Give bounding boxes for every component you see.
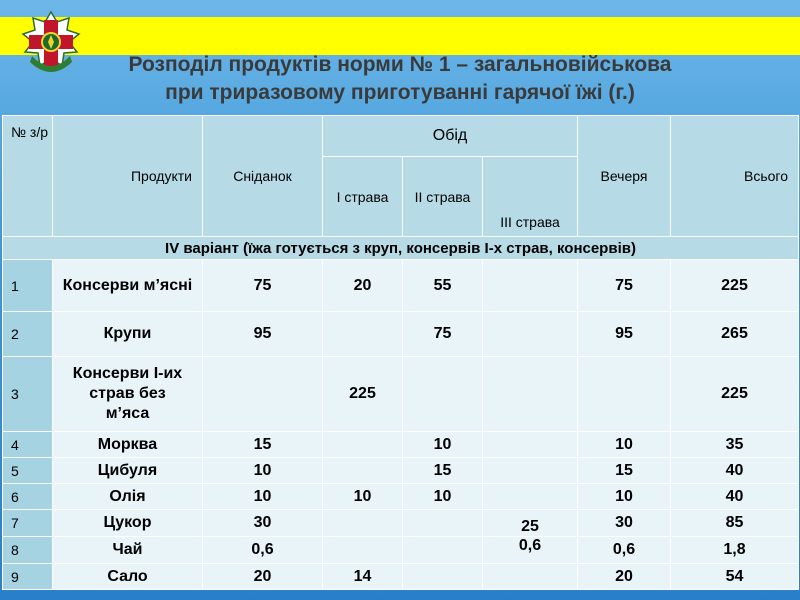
row-7-total: 85 — [671, 510, 799, 537]
row-6-lunch-3 — [483, 484, 578, 510]
row-7-lunch-1 — [323, 510, 403, 537]
row-4-dinner: 10 — [578, 432, 671, 458]
row-3-number: 3 — [3, 357, 53, 432]
row-1-lunch-2: 55 — [403, 260, 483, 312]
row-4-product: Морква — [53, 432, 203, 458]
row-2-breakfast: 95 — [203, 312, 323, 357]
section-row: IV варіант (їжа готується з круп, консервів I-х страв, консервів) — [3, 237, 799, 260]
row-7-lunch-2 — [403, 510, 483, 537]
row-9-number: 9 — [3, 564, 53, 590]
row-8-product: Чай — [53, 537, 203, 564]
row-4-total: 35 — [671, 432, 799, 458]
title-line-1: Розподіл продуктів норми № 1 – загальновійськова — [128, 53, 672, 76]
row-6-product: Олія — [53, 484, 203, 510]
row-8-lunch-1 — [323, 537, 403, 564]
row-8-number: 8 — [3, 537, 53, 564]
row-2-lunch-3 — [483, 312, 578, 357]
row-6-total: 40 — [671, 484, 799, 510]
page-title — [0, 51, 800, 107]
row-5-lunch-3 — [483, 458, 578, 484]
row-8-total: 1,8 — [671, 537, 799, 564]
col-header-lunch: Обід — [323, 116, 578, 157]
row-8-dinner: 0,6 — [578, 537, 671, 564]
row-5-number: 5 — [3, 458, 53, 484]
row-8-lunch-2 — [403, 537, 483, 564]
row-7-dinner: 30 — [578, 510, 671, 537]
row-9-breakfast: 20 — [203, 564, 323, 590]
col-header-total: Всього — [671, 116, 799, 237]
row-5-total: 40 — [671, 458, 799, 484]
row-9-product: Сало — [53, 564, 203, 590]
row-6-lunch-2: 10 — [403, 484, 483, 510]
row-2-product: Крупи — [53, 312, 203, 357]
row-7-lunch-3: 25 — [483, 510, 578, 537]
row-3-breakfast — [203, 357, 323, 432]
row-1-dinner: 75 — [578, 260, 671, 312]
row-2-number: 2 — [3, 312, 53, 357]
col-header-breakfast: Сніданок — [203, 116, 323, 237]
row-1-product: Консерви м’ясні — [53, 260, 203, 312]
row-1-lunch-1: 20 — [323, 260, 403, 312]
norms-table — [2, 115, 799, 590]
row-4-lunch-3 — [483, 432, 578, 458]
row-1-breakfast: 75 — [203, 260, 323, 312]
row-4-lunch-1 — [323, 432, 403, 458]
row-9-lunch-1: 14 — [323, 564, 403, 590]
col-header-product: Продукти — [53, 116, 203, 237]
row-3-total: 225 — [671, 357, 799, 432]
row-9-total: 54 — [671, 564, 799, 590]
row-8-breakfast: 0,6 — [203, 537, 323, 564]
row-5-product: Цибуля — [53, 458, 203, 484]
col-header-lunch-1: I страва — [323, 157, 403, 237]
row-6-breakfast: 10 — [203, 484, 323, 510]
row-3-dinner — [578, 357, 671, 432]
row-5-lunch-2: 15 — [403, 458, 483, 484]
row-9-lunch-2 — [403, 564, 483, 590]
row-2-dinner: 95 — [578, 312, 671, 357]
row-2-lunch-1 — [323, 312, 403, 357]
row-3-lunch-3 — [483, 357, 578, 432]
row-5-breakfast: 10 — [203, 458, 323, 484]
row-7-number: 7 — [3, 510, 53, 537]
row-4-breakfast: 15 — [203, 432, 323, 458]
row-7-product: Цукор — [53, 510, 203, 537]
row-4-lunch-2: 10 — [403, 432, 483, 458]
row-1-number: 1 — [3, 260, 53, 312]
row-3-lunch-1: 225 — [323, 357, 403, 432]
title-band — [0, 17, 800, 55]
col-header-number: № з/р — [3, 116, 53, 237]
row-1-total: 225 — [671, 260, 799, 312]
row-6-number: 6 — [3, 484, 53, 510]
row-5-lunch-1 — [323, 458, 403, 484]
row-6-dinner: 10 — [578, 484, 671, 510]
row-8-lunch-3: 0,6 — [483, 537, 578, 564]
row-1-lunch-3 — [483, 260, 578, 312]
row-7-breakfast: 30 — [203, 510, 323, 537]
row-4-number: 4 — [3, 432, 53, 458]
col-header-lunch-2: II страва — [403, 157, 483, 237]
row-2-total: 265 — [671, 312, 799, 357]
row-6-lunch-1: 10 — [323, 484, 403, 510]
row-3-lunch-2 — [403, 357, 483, 432]
row-3-product: Консерви I-их страв без м’яса — [53, 357, 203, 432]
col-header-dinner: Вечеря — [578, 116, 671, 237]
row-9-lunch-3 — [483, 564, 578, 590]
row-9-dinner: 20 — [578, 564, 671, 590]
col-header-lunch-3: III страва — [483, 157, 578, 237]
title-line-2: при триразовому приготуванні гарячої їжі (г.) — [165, 81, 635, 104]
row-2-lunch-2: 75 — [403, 312, 483, 357]
row-5-dinner: 15 — [578, 458, 671, 484]
